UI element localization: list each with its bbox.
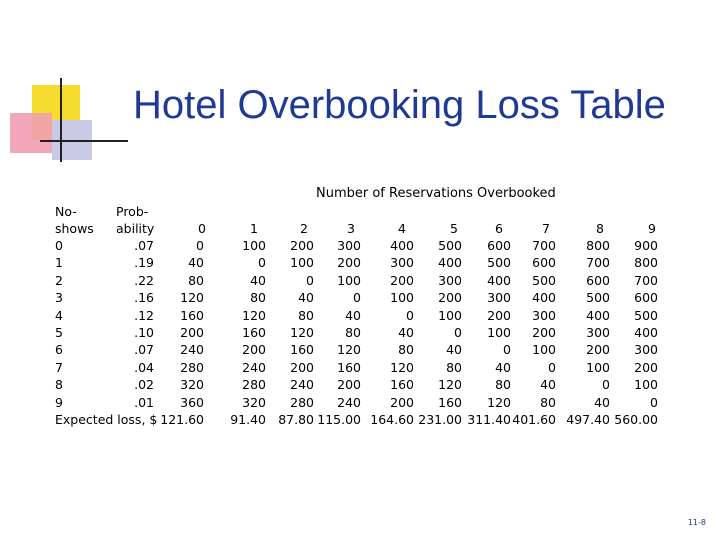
row-loss-value: 0: [548, 359, 556, 375]
row-loss-value: 600: [487, 238, 511, 253]
row-loss-value: 320: [180, 377, 204, 393]
row-loss-value: 700: [532, 238, 556, 253]
row-loss-value: 280: [242, 377, 266, 393]
row-loss-value: 300: [487, 290, 511, 306]
row-loss-value: 320: [242, 394, 266, 410]
row-probability: .10: [134, 325, 154, 340]
row-loss-value: 300: [586, 325, 610, 340]
row-loss-value: 160: [290, 342, 314, 358]
row-loss-value: 200: [487, 307, 511, 323]
row-loss-value: 280: [180, 359, 204, 375]
row-loss-value: 40: [398, 325, 414, 340]
row-loss-value: 80: [540, 394, 556, 410]
logo-red-square: [10, 113, 52, 153]
row-loss-value: 300: [634, 342, 658, 358]
header-reservations-7: 7: [542, 221, 550, 236]
row-loss-value: 160: [390, 377, 414, 393]
row-loss-value: 120: [337, 342, 361, 358]
row-noshows: 0: [55, 238, 63, 253]
row-probability: .07: [134, 342, 154, 358]
row-loss-value: 200: [438, 290, 462, 306]
row-loss-value: 40: [188, 255, 204, 271]
row-loss-value: 100: [586, 359, 610, 375]
row-loss-value: 100: [487, 325, 511, 340]
row-loss-value: 40: [495, 359, 511, 375]
row-loss-value: 120: [487, 394, 511, 410]
row-loss-value: 120: [290, 325, 314, 340]
row-loss-value: 120: [242, 307, 266, 323]
header-noshows-line2: shows: [55, 221, 94, 236]
row-loss-value: 200: [242, 342, 266, 358]
row-loss-value: 40: [298, 290, 314, 306]
row-probability: .22: [134, 272, 154, 288]
row-loss-value: 0: [258, 255, 266, 271]
row-loss-value: 500: [438, 238, 462, 253]
row-loss-value: 500: [487, 255, 511, 271]
row-loss-value: 80: [398, 342, 414, 358]
row-probability: .04: [134, 359, 154, 375]
header-reservations-3: 3: [347, 221, 355, 236]
row-loss-value: 100: [390, 290, 414, 306]
row-loss-value: 400: [634, 325, 658, 340]
row-loss-value: 40: [345, 307, 361, 323]
row-loss-value: 0: [406, 307, 414, 323]
row-loss-value: 200: [337, 377, 361, 393]
row-loss-value: 600: [586, 272, 610, 288]
row-probability: .16: [134, 290, 154, 306]
row-loss-value: 800: [586, 238, 610, 253]
row-loss-value: 240: [290, 377, 314, 393]
header-noshows-line1: No-: [55, 204, 77, 219]
row-loss-value: 80: [188, 272, 204, 288]
row-loss-value: 0: [353, 290, 361, 306]
header-reservations-8: 8: [596, 221, 604, 236]
row-probability: .02: [134, 377, 154, 393]
row-loss-value: 80: [250, 290, 266, 306]
row-loss-value: 100: [438, 307, 462, 323]
row-loss-value: 600: [634, 290, 658, 306]
row-loss-value: 120: [438, 377, 462, 393]
row-noshows: 5: [55, 325, 63, 340]
header-reservations-1: 1: [250, 221, 258, 236]
row-noshows: 2: [55, 272, 63, 288]
row-probability: .01: [134, 394, 154, 410]
row-noshows: 9: [55, 394, 63, 410]
row-loss-value: 800: [634, 255, 658, 271]
row-loss-value: 120: [180, 290, 204, 306]
row-loss-value: 40: [250, 272, 266, 288]
expected-loss-value: 560.00: [614, 412, 658, 427]
header-reservations-4: 4: [398, 221, 406, 236]
row-loss-value: 240: [180, 342, 204, 358]
header-reservations-5: 5: [450, 221, 458, 236]
row-loss-value: 400: [390, 238, 414, 253]
row-loss-value: 100: [532, 342, 556, 358]
row-loss-value: 0: [602, 377, 610, 393]
row-loss-value: 40: [594, 394, 610, 410]
logo-horizontal-line: [40, 140, 128, 142]
row-loss-value: 500: [634, 307, 658, 323]
row-loss-value: 700: [586, 255, 610, 271]
row-loss-value: 0: [503, 342, 511, 358]
expected-loss-value: 401.60: [512, 412, 556, 427]
row-loss-value: 300: [337, 238, 361, 253]
header-probability-line1: Prob-: [116, 204, 149, 219]
row-loss-value: 40: [446, 342, 462, 358]
row-loss-value: 80: [345, 325, 361, 340]
row-loss-value: 160: [180, 307, 204, 323]
row-loss-value: 80: [495, 377, 511, 393]
row-loss-value: 120: [390, 359, 414, 375]
expected-loss-value: 115.00: [317, 412, 361, 427]
header-reservations-9: 9: [648, 221, 656, 236]
row-loss-value: 200: [180, 325, 204, 340]
header-reservations-0: 0: [198, 221, 206, 236]
row-loss-value: 0: [454, 325, 462, 340]
row-loss-value: 40: [540, 377, 556, 393]
expected-loss-label: Expected loss, $: [55, 412, 158, 427]
row-noshows: 3: [55, 290, 63, 306]
row-loss-value: 400: [586, 307, 610, 323]
row-loss-value: 160: [242, 325, 266, 340]
row-noshows: 8: [55, 377, 63, 393]
row-loss-value: 280: [290, 394, 314, 410]
row-loss-value: 500: [586, 290, 610, 306]
header-reservations-6: 6: [495, 221, 503, 236]
row-loss-value: 500: [532, 272, 556, 288]
slide-number: 11-8: [687, 518, 706, 527]
header-reservations-2: 2: [300, 221, 308, 236]
expected-loss-value: 121.60: [160, 412, 204, 427]
row-loss-value: 240: [337, 394, 361, 410]
row-noshows: 4: [55, 307, 63, 323]
row-loss-value: 100: [290, 255, 314, 271]
row-loss-value: 200: [290, 238, 314, 253]
row-loss-value: 400: [487, 272, 511, 288]
row-loss-value: 600: [532, 255, 556, 271]
row-noshows: 7: [55, 359, 63, 375]
row-loss-value: 80: [298, 307, 314, 323]
row-probability: .12: [134, 307, 154, 323]
logo-vertical-line: [60, 78, 62, 162]
row-loss-value: 200: [390, 272, 414, 288]
row-loss-value: 100: [242, 238, 266, 253]
expected-loss-value: 87.80: [278, 412, 314, 427]
row-loss-value: 80: [446, 359, 462, 375]
expected-loss-value: 91.40: [230, 412, 266, 427]
row-loss-value: 200: [337, 255, 361, 271]
row-loss-value: 0: [650, 394, 658, 410]
table-group-header: Number of Reservations Overbooked: [316, 186, 556, 201]
expected-loss-value: 164.60: [370, 412, 414, 427]
row-loss-value: 200: [634, 359, 658, 375]
row-loss-value: 200: [390, 394, 414, 410]
row-loss-value: 160: [438, 394, 462, 410]
row-loss-value: 100: [634, 377, 658, 393]
row-loss-value: 700: [634, 272, 658, 288]
row-loss-value: 200: [532, 325, 556, 340]
expected-loss-value: 231.00: [418, 412, 462, 427]
page-title: Hotel Overbooking Loss Table: [133, 83, 666, 127]
row-loss-value: 300: [390, 255, 414, 271]
row-loss-value: 100: [337, 272, 361, 288]
row-loss-value: 300: [532, 307, 556, 323]
row-loss-value: 400: [532, 290, 556, 306]
row-loss-value: 160: [337, 359, 361, 375]
row-loss-value: 400: [438, 255, 462, 271]
row-probability: .19: [134, 255, 154, 271]
row-loss-value: 360: [180, 394, 204, 410]
row-probability: .07: [134, 238, 154, 253]
row-loss-value: 300: [438, 272, 462, 288]
expected-loss-value: 497.40: [566, 412, 610, 427]
row-loss-value: 0: [306, 272, 314, 288]
row-loss-value: 900: [634, 238, 658, 253]
row-loss-value: 200: [290, 359, 314, 375]
header-probability-line2: ability: [116, 221, 155, 236]
row-loss-value: 240: [242, 359, 266, 375]
row-loss-value: 0: [196, 238, 204, 253]
expected-loss-value: 311.40: [467, 412, 511, 427]
row-loss-value: 200: [586, 342, 610, 358]
row-noshows: 6: [55, 342, 63, 358]
row-noshows: 1: [55, 255, 63, 271]
